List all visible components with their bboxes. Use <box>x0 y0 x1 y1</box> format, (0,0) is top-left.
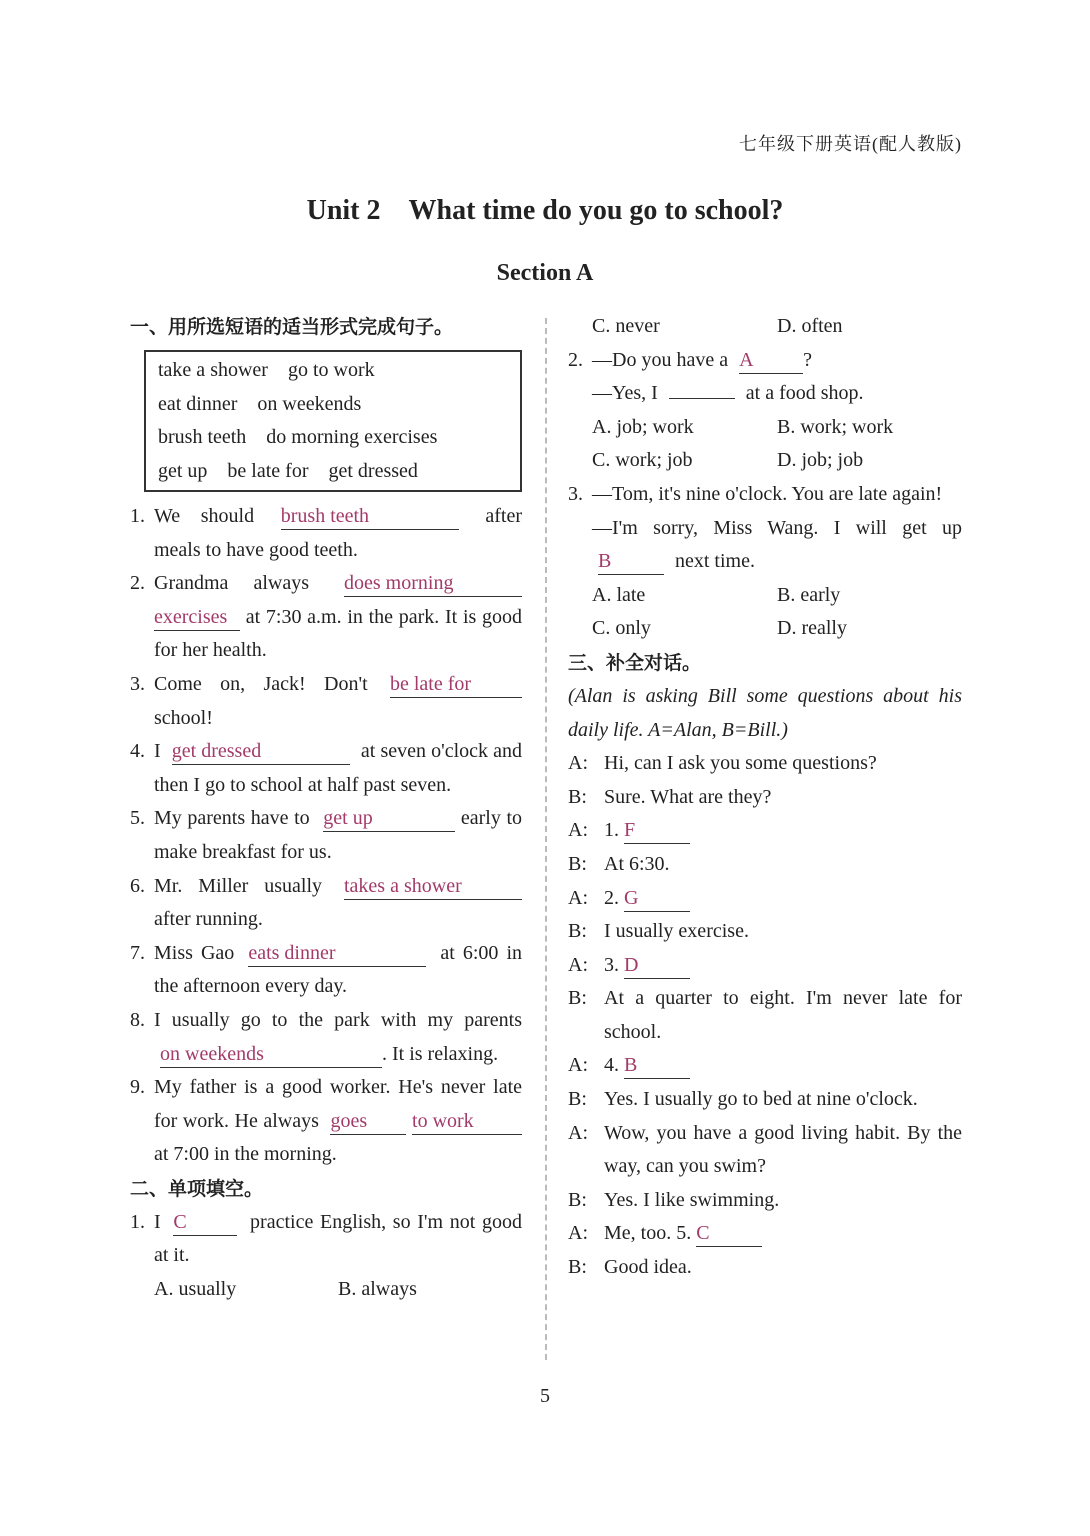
options-row <box>568 612 962 646</box>
part2-question-1: 1. I C practice English, so I'm not good at it. <box>130 1210 523 1267</box>
section-title: Section A <box>496 260 594 286</box>
part1-question-8: 8. I usually go to the park with my parents on weekends . It is relaxing. <box>130 1004 522 1071</box>
part1-question-1: 1. We should brush teeth after meals to have good teeth. <box>130 505 523 561</box>
answer-blank[interactable]: C <box>173 1209 237 1236</box>
answer-blank[interactable]: exercises <box>154 604 240 631</box>
dialogue-line: B: Yes. I like swimming. <box>568 1188 780 1211</box>
answer-blank[interactable]: brush teeth <box>281 503 459 530</box>
answer-blank[interactable]: G <box>624 885 690 912</box>
options-row <box>568 444 962 478</box>
options-row <box>568 411 962 445</box>
part1-question-5: 5. My parents have to get up early to make breakfast for us. <box>130 807 523 863</box>
answer-blank[interactable] <box>669 398 735 399</box>
answer-blank[interactable]: B <box>624 1052 690 1079</box>
dialogue-line: A: 2. G <box>568 882 962 916</box>
dialogue-line: B: I usually exercise. <box>568 920 749 943</box>
answer-blank[interactable]: get up <box>323 805 455 832</box>
answer-blank[interactable]: goes <box>330 1108 406 1135</box>
answer-blank[interactable]: A <box>739 347 803 374</box>
option[interactable]: C. never <box>592 315 660 337</box>
option[interactable]: A. job; work <box>592 415 694 438</box>
dialogue-line: A: 3. D <box>568 949 962 983</box>
option[interactable]: C. only <box>592 617 651 640</box>
options-row <box>130 1273 522 1307</box>
dialogue-line: A: Me, too. 5. C <box>568 1217 962 1251</box>
phrase-row: take a shower go to work <box>158 359 375 381</box>
phrase-row: get up be late for get dressed <box>158 459 418 482</box>
answer-blank[interactable]: B <box>598 548 664 575</box>
option[interactable]: B. early <box>777 583 841 606</box>
answer-blank[interactable]: get dressed <box>172 738 350 765</box>
answer-blank[interactable]: be late for <box>390 671 522 698</box>
phrase-box <box>144 350 522 492</box>
part3-heading: 三、补全对话。 <box>568 651 702 674</box>
part1-question-3: 3. Come on, Jack! Don't be late for school! <box>130 668 522 735</box>
part1-heading: 一、用所选短语的适当形式完成句子。 <box>130 316 454 338</box>
part2-question-3-reply: —I'm sorry, Miss Wang. I will get up B next time. <box>568 512 962 579</box>
unit-title: Unit 2 What time do you go to school? <box>306 195 784 226</box>
column-divider <box>545 318 547 1360</box>
page-number: 5 <box>540 1385 550 1407</box>
right-column <box>568 310 962 1285</box>
option[interactable]: A. late <box>592 583 646 606</box>
options-row <box>568 310 962 344</box>
answer-blank[interactable]: eats dinner <box>248 940 426 967</box>
part1-question-6: 6. Mr. Miller usually takes a shower after running. <box>130 870 522 937</box>
dialogue-line: A: 4. B <box>568 1049 962 1083</box>
dialogue-line: A: 1. F <box>568 814 962 848</box>
left-column <box>130 310 522 1307</box>
part2-question-2-reply: —Yes, I at a food shop. <box>592 382 864 405</box>
answer-blank[interactable]: takes a shower <box>344 873 522 900</box>
options-row <box>568 579 962 613</box>
dialogue-line: B: At a quarter to eight. I'm never late for school. <box>568 987 962 1043</box>
answer-blank[interactable]: F <box>624 817 690 844</box>
answer-blank[interactable]: to work <box>412 1108 522 1135</box>
dialogue-line: B: Good idea. <box>568 1256 692 1279</box>
part1-question-2: 2. Grandma always does morning exercises at 7:30 a.m. in the park. It is good for her health. <box>130 572 523 662</box>
answer-blank[interactable]: C <box>696 1220 762 1247</box>
answer-blank[interactable]: on weekends <box>160 1041 382 1068</box>
dialogue-line: B: At 6:30. <box>568 852 670 875</box>
part1-question-9: 9. My father is a good worker. He's never late for work. He always goes to work at 7:00 in the morning. <box>130 1076 522 1166</box>
dialogue-intro: (Alan is asking Bill some questions about his daily life. A=Alan, B=Bill.) <box>568 684 962 741</box>
option[interactable]: D. really <box>777 617 847 640</box>
dialogue-line: A: Wow, you have a good living habit. By the way, can you swim? <box>568 1121 962 1178</box>
option[interactable]: A. usually <box>154 1278 237 1301</box>
phrase-row: eat dinner on weekends <box>158 392 362 415</box>
book-header: 七年级下册英语(配人教版) <box>739 134 962 154</box>
option[interactable]: D. job; job <box>777 449 864 472</box>
option[interactable]: C. work; job <box>592 449 693 472</box>
dialogue-line: A: Hi, can I ask you some questions? <box>568 752 877 775</box>
part1-question-7: 7. Miss Gao eats dinner at 6:00 in the afternoon every day. <box>130 941 523 998</box>
answer-blank[interactable]: does morning <box>344 570 522 597</box>
option[interactable]: B. work; work <box>777 415 894 438</box>
part2-heading: 二、单项填空。 <box>130 1177 264 1200</box>
phrase-row: brush teeth do morning exercises <box>158 426 438 448</box>
part2-question-3: 3. —Tom, it's nine o'clock. You are late again! <box>568 482 943 505</box>
dialogue-line: B: Yes. I usually go to bed at nine o'clock. <box>568 1088 918 1111</box>
option[interactable]: B. always <box>338 1278 417 1301</box>
dialogue-line: B: Sure. What are they? <box>568 785 772 808</box>
option[interactable]: D. often <box>777 315 843 337</box>
answer-blank[interactable]: D <box>624 952 690 979</box>
part1-question-4: 4. I get dressed at seven o'clock and then I go to school at half past seven. <box>130 740 523 796</box>
part2-question-2: 2. —Do you have a A ? <box>568 344 962 378</box>
